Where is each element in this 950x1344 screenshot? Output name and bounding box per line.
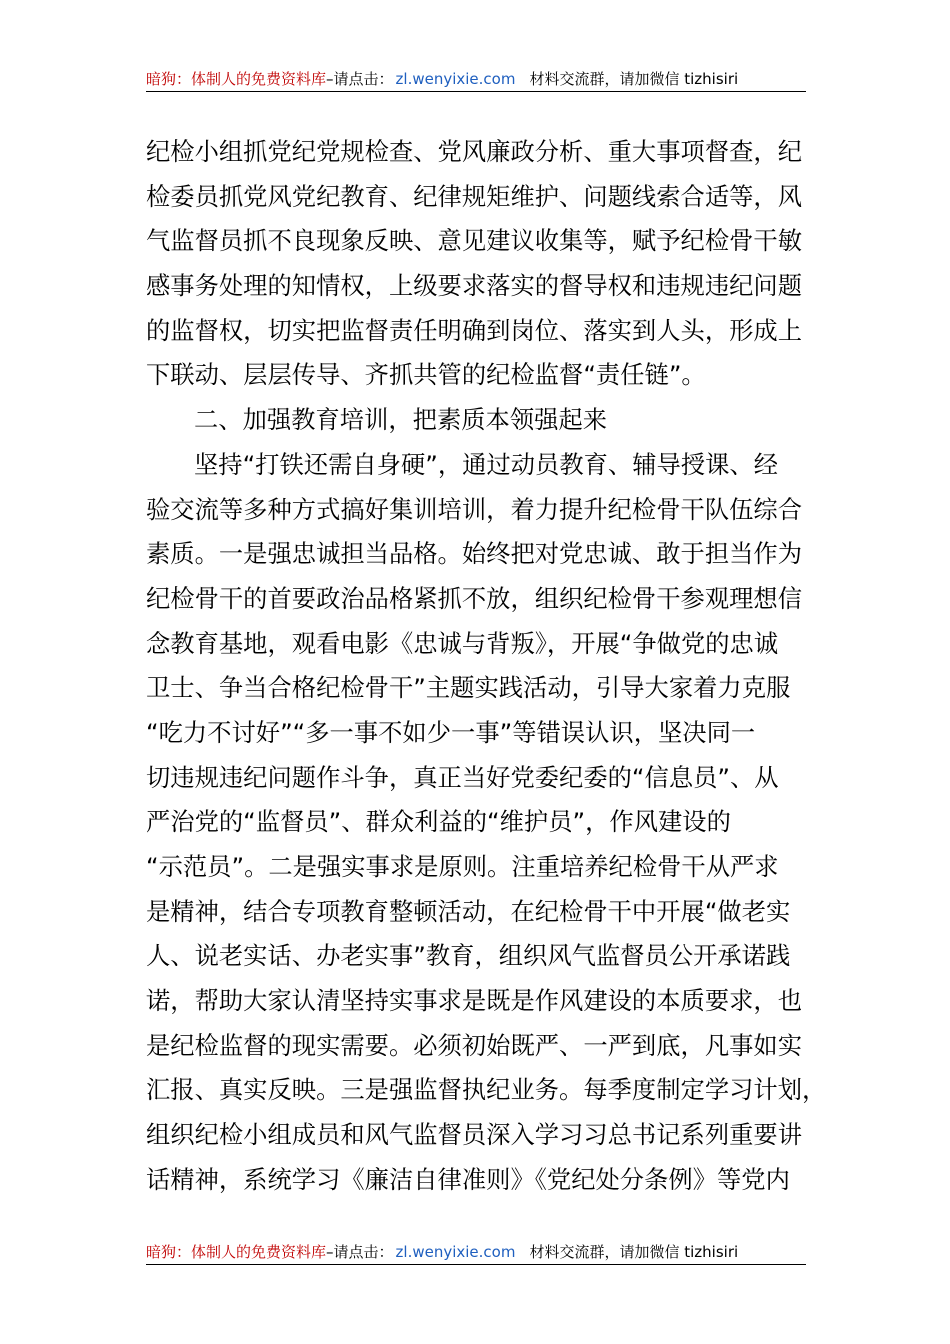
text-line: 严治党的“监督员”、群众利益的“维护员”，作风建设的 bbox=[146, 807, 731, 837]
footer-prompt-text: –请点击： bbox=[326, 1243, 394, 1261]
text-line: 检委员抓党风党纪教育、纪律规矩维护、问题线索合适等，风 bbox=[146, 181, 803, 211]
text-line: 切违规违纪问题作斗争，真正当好党委纪委的“信息员”、从 bbox=[146, 762, 779, 792]
text-line: 人、说老实话、办老实事”教育，组织风气监督员公开承诺践 bbox=[146, 941, 791, 971]
text-line: 纪检骨干的首要政治品格紧抓不放，组织纪检骨干参观理想信 bbox=[146, 583, 803, 613]
text-line: 念教育基地，观看电影《忠诚与背叛》，开展“争做党的忠诚 bbox=[146, 628, 779, 658]
text-line: 汇报、真实反映。三是强监督执纪业务。每季度制定学习计划， bbox=[146, 1075, 827, 1105]
text-line: 话精神，系统学习《廉洁自律准则》《党纪处分条例》等党内 bbox=[146, 1164, 790, 1194]
text-line: 坚持“打铁还需自身硬”，通过动员教育、辅导授课、经 bbox=[194, 449, 779, 479]
text-line: 验交流等多种方式搞好集训培训，着力提升纪检骨干队伍综合 bbox=[146, 494, 803, 524]
section-heading: 二、加强教育培训，把素质本领强起来 bbox=[194, 405, 608, 435]
document-body bbox=[146, 130, 827, 1203]
header-brand-text: 暗狗：体制人的免费资料库 bbox=[146, 70, 327, 88]
text-line: 气监督员抓不良现象反映、意见建议收集等，赋予纪检骨干敏 bbox=[146, 226, 803, 256]
text-line: “示范员”。二是强实事求是原则。注重培养纪检骨干从严求 bbox=[146, 852, 779, 881]
footer-group-text: 材料交流群，请加微信 tizhisiri bbox=[529, 1243, 739, 1261]
header-prompt-text: –请点击： bbox=[326, 70, 394, 88]
text-line: 的监督权，切实把监督责任明确到岗位、落实到人头，形成上 bbox=[146, 315, 803, 345]
text-line: 纪检小组抓党纪党规检查、党风廉政分析、重大事项督查，纪 bbox=[146, 137, 803, 166]
page-header-banner bbox=[146, 66, 806, 92]
header-site-link[interactable]: zl.wenyixie.com bbox=[395, 70, 516, 88]
text-line: 下联动、层层传导、齐抓共管的纪检监督“责任链”。 bbox=[146, 360, 706, 390]
text-line: 是纪检监督的现实需要。必须初始既严、一严到底，凡事如实 bbox=[146, 1030, 803, 1060]
header-group-text: 材料交流群，请加微信 tizhisiri bbox=[529, 70, 739, 88]
text-line: 组织纪检小组成员和风气监督员深入学习习总书记系列重要讲 bbox=[146, 1120, 803, 1150]
text-line: 诺，帮助大家认清坚持实事求是既是作风建设的本质要求，也 bbox=[146, 986, 803, 1016]
text-line: 是精神，结合专项教育整顿活动，在纪检骨干中开展“做老实 bbox=[146, 896, 791, 926]
page-footer-banner bbox=[146, 1239, 806, 1265]
footer-brand-text: 暗狗：体制人的免费资料库 bbox=[146, 1243, 327, 1261]
footer-site-link[interactable]: zl.wenyixie.com bbox=[395, 1243, 516, 1261]
text-line: 卫士、争当合格纪检骨干”主题实践活动，引导大家着力克服 bbox=[146, 673, 791, 703]
text-line: “吃力不讨好”“多一事不如少一事”等错误认识，坚决同一 bbox=[146, 717, 756, 747]
text-line: 感事务处理的知情权，上级要求落实的督导权和违规违纪问题 bbox=[146, 271, 803, 301]
text-line: 素质。一是强忠诚担当品格。始终把对党忠诚、敢于担当作为 bbox=[146, 539, 803, 569]
